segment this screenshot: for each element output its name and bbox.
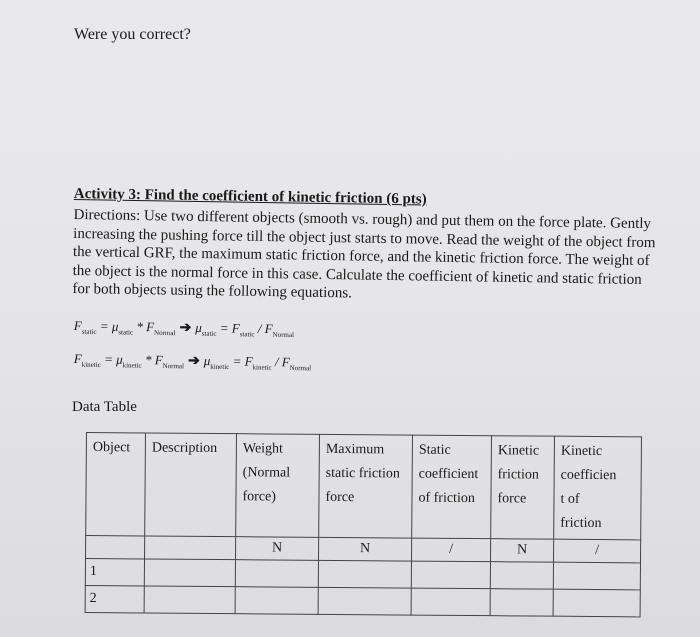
header-max-static-friction: Maximum static friction force — [319, 434, 413, 538]
table-cell[interactable] — [318, 587, 411, 615]
unit-cell — [86, 536, 145, 559]
row-number: 2 — [85, 585, 144, 612]
static-friction-equation: $F_{static} = \mu_{static} * F_{Normal}$ ➔ $\mu_{static} = F_{static} / F_{Normal}$ — [73, 318, 295, 340]
table-cell[interactable] — [553, 562, 640, 590]
table-cell[interactable] — [411, 588, 490, 616]
table-cell[interactable] — [318, 560, 411, 588]
data-table-label: Data Table — [72, 399, 137, 415]
unit-cell: / — [411, 538, 490, 562]
header-description: Description — [145, 433, 237, 537]
unit-cell: N — [236, 537, 319, 561]
unit-cell: N — [490, 539, 553, 562]
activity-section — [72, 186, 664, 308]
header-static-coefficient: Static coefficient of friction — [412, 435, 492, 539]
header-weight: Weight (Normal force) — [236, 434, 320, 538]
row-number: 1 — [85, 559, 144, 586]
table-cell[interactable] — [490, 589, 553, 616]
table-cell[interactable] — [144, 559, 235, 587]
header-kinetic-coefficient: Kinetic coefficien t of friction — [554, 436, 642, 540]
activity-directions: Directions: Use two different objects (smooth vs. rough) and put them on the force plate. Gently increasing the pushing force till the object just starts to move. Read the weight of the object from the vertical GRF, the maximum static friction force, and the kinetic friction force. The weight of the object is the normal force in this case. Calculate the coefficient of kinetic and static friction for both objects using the following equations. — [72, 206, 656, 302]
table-row — [85, 559, 640, 590]
table-cell[interactable] — [235, 587, 318, 615]
data-table — [85, 432, 642, 617]
table-cell[interactable] — [144, 586, 235, 614]
header-object: Object — [86, 433, 146, 536]
table-cell[interactable] — [553, 589, 640, 617]
header-kinetic-friction-force: Kinetic friction force — [491, 436, 555, 539]
question-heading: Were you correct? — [74, 26, 191, 43]
kinetic-friction-equation: $F_{kinetic} = \mu_{kinetic} * F_{Normal}$ ➔ $\mu_{kinetic} = F_{kinetic} / F_{Normal}$ — [73, 351, 312, 373]
unit-cell: / — [553, 539, 640, 563]
activity-title: Activity 3: Find the coefficient of kinetic friction (6 pts) — [73, 186, 427, 208]
table-header-row — [86, 433, 642, 540]
table-row — [85, 585, 640, 616]
table-cell[interactable] — [411, 561, 490, 589]
table-cell[interactable] — [490, 562, 553, 589]
table-cell[interactable] — [235, 560, 318, 588]
unit-cell: N — [318, 537, 411, 561]
unit-cell — [145, 536, 236, 560]
arrow-icon: ➔ — [187, 353, 200, 369]
arrow-icon: ➔ — [179, 320, 192, 336]
